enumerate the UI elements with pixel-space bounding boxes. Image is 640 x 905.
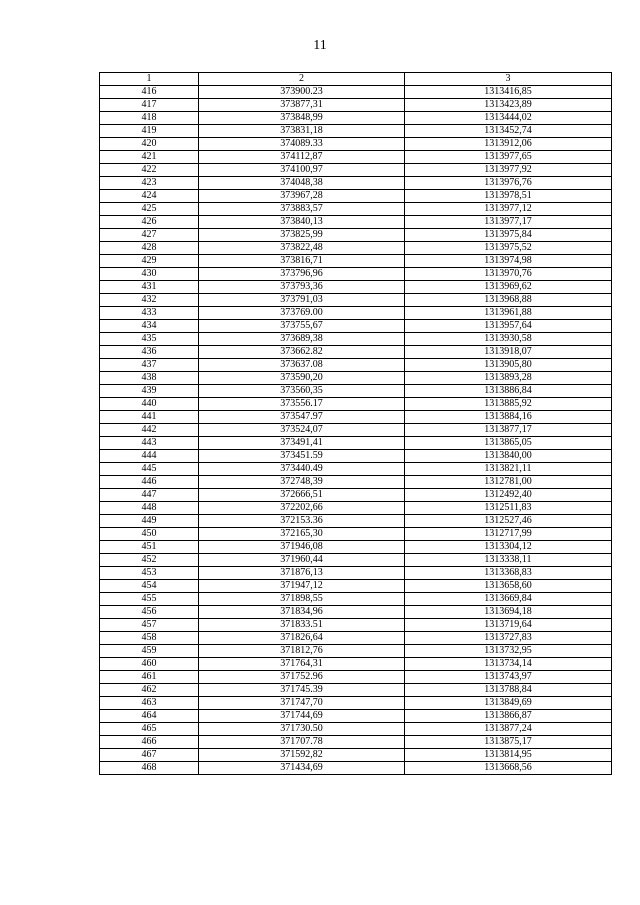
point-number-cell: 421 bbox=[100, 151, 199, 164]
table-row bbox=[100, 125, 612, 138]
table-row bbox=[100, 619, 612, 632]
point-number-cell: 465 bbox=[100, 723, 199, 736]
y-coordinate-cell: 1313912,06 bbox=[405, 138, 612, 151]
table-row bbox=[100, 320, 612, 333]
x-coordinate-cell: 371946,08 bbox=[199, 541, 405, 554]
x-coordinate-cell: 373967,28 bbox=[199, 190, 405, 203]
point-number-cell: 437 bbox=[100, 359, 199, 372]
point-number-cell: 444 bbox=[100, 450, 199, 463]
y-coordinate-cell: 1313977,17 bbox=[405, 216, 612, 229]
y-coordinate-cell: 1313875,17 bbox=[405, 736, 612, 749]
y-coordinate-cell: 1312527,46 bbox=[405, 515, 612, 528]
table-row bbox=[100, 424, 612, 437]
table-row bbox=[100, 450, 612, 463]
x-coordinate-cell: 371592,82 bbox=[199, 749, 405, 762]
y-coordinate-cell: 1313338,11 bbox=[405, 554, 612, 567]
x-coordinate-cell: 373825,99 bbox=[199, 229, 405, 242]
table-row bbox=[100, 242, 612, 255]
point-number-cell: 418 bbox=[100, 112, 199, 125]
x-coordinate-cell: 373793,36 bbox=[199, 281, 405, 294]
y-coordinate-cell: 1313918,07 bbox=[405, 346, 612, 359]
point-number-cell: 425 bbox=[100, 203, 199, 216]
point-number-cell: 464 bbox=[100, 710, 199, 723]
table-row bbox=[100, 255, 612, 268]
y-coordinate-cell: 1313719,64 bbox=[405, 619, 612, 632]
x-coordinate-cell: 373848,99 bbox=[199, 112, 405, 125]
y-coordinate-cell: 1313975,52 bbox=[405, 242, 612, 255]
point-number-cell: 446 bbox=[100, 476, 199, 489]
point-number-cell: 453 bbox=[100, 567, 199, 580]
point-number-cell: 449 bbox=[100, 515, 199, 528]
table-row bbox=[100, 138, 612, 151]
x-coordinate-cell: 371752.96 bbox=[199, 671, 405, 684]
y-coordinate-cell: 1313977,65 bbox=[405, 151, 612, 164]
x-coordinate-cell: 371434,69 bbox=[199, 762, 405, 775]
coordinates-table bbox=[99, 72, 612, 775]
y-coordinate-cell: 1313821,11 bbox=[405, 463, 612, 476]
x-coordinate-cell: 374100,97 bbox=[199, 164, 405, 177]
point-number-cell: 440 bbox=[100, 398, 199, 411]
point-number-cell: 460 bbox=[100, 658, 199, 671]
table-row bbox=[100, 476, 612, 489]
table-row bbox=[100, 593, 612, 606]
x-coordinate-cell: 373791,03 bbox=[199, 294, 405, 307]
table-row bbox=[100, 112, 612, 125]
x-coordinate-cell: 371876,13 bbox=[199, 567, 405, 580]
point-number-cell: 452 bbox=[100, 554, 199, 567]
x-coordinate-cell: 373769.00 bbox=[199, 307, 405, 320]
x-coordinate-cell: 371833.51 bbox=[199, 619, 405, 632]
x-coordinate-cell: 371707.78 bbox=[199, 736, 405, 749]
table-row bbox=[100, 528, 612, 541]
point-number-cell: 442 bbox=[100, 424, 199, 437]
table-row bbox=[100, 658, 612, 671]
y-coordinate-cell: 1313877,24 bbox=[405, 723, 612, 736]
point-number-cell: 419 bbox=[100, 125, 199, 138]
table-row bbox=[100, 489, 612, 502]
point-number-cell: 417 bbox=[100, 99, 199, 112]
x-coordinate-cell: 373689,38 bbox=[199, 333, 405, 346]
x-coordinate-cell: 373840,13 bbox=[199, 216, 405, 229]
page-number: 11 bbox=[313, 38, 327, 53]
x-coordinate-cell: 371730.50 bbox=[199, 723, 405, 736]
x-coordinate-cell: 371898,55 bbox=[199, 593, 405, 606]
x-coordinate-cell: 372153.36 bbox=[199, 515, 405, 528]
point-number-cell: 416 bbox=[100, 86, 199, 99]
y-coordinate-cell: 1313840,00 bbox=[405, 450, 612, 463]
y-coordinate-cell: 1313969,62 bbox=[405, 281, 612, 294]
x-coordinate-cell: 371947,12 bbox=[199, 580, 405, 593]
table-row bbox=[100, 541, 612, 554]
y-coordinate-cell: 1313416,85 bbox=[405, 86, 612, 99]
point-number-cell: 429 bbox=[100, 255, 199, 268]
table-row bbox=[100, 463, 612, 476]
x-coordinate-cell: 371747,70 bbox=[199, 697, 405, 710]
point-number-cell: 457 bbox=[100, 619, 199, 632]
point-number-cell: 438 bbox=[100, 372, 199, 385]
table-row bbox=[100, 749, 612, 762]
x-coordinate-cell: 373900.23 bbox=[199, 86, 405, 99]
x-coordinate-cell: 373883,57 bbox=[199, 203, 405, 216]
x-coordinate-cell: 371745.39 bbox=[199, 684, 405, 697]
table-body bbox=[100, 86, 612, 775]
table-row bbox=[100, 216, 612, 229]
y-coordinate-cell: 1313658,60 bbox=[405, 580, 612, 593]
point-number-cell: 463 bbox=[100, 697, 199, 710]
y-coordinate-cell: 1313727,83 bbox=[405, 632, 612, 645]
point-number-cell: 462 bbox=[100, 684, 199, 697]
point-number-cell: 458 bbox=[100, 632, 199, 645]
y-coordinate-cell: 1313977,12 bbox=[405, 203, 612, 216]
x-coordinate-cell: 371960,44 bbox=[199, 554, 405, 567]
y-coordinate-cell: 1313978,51 bbox=[405, 190, 612, 203]
x-coordinate-cell: 371826,64 bbox=[199, 632, 405, 645]
x-coordinate-cell: 371812,76 bbox=[199, 645, 405, 658]
y-coordinate-cell: 1313974,98 bbox=[405, 255, 612, 268]
y-coordinate-cell: 1313444,02 bbox=[405, 112, 612, 125]
point-number-cell: 459 bbox=[100, 645, 199, 658]
table-row bbox=[100, 359, 612, 372]
point-number-cell: 427 bbox=[100, 229, 199, 242]
x-coordinate-cell: 373440.49 bbox=[199, 463, 405, 476]
point-number-cell: 430 bbox=[100, 268, 199, 281]
point-number-cell: 432 bbox=[100, 294, 199, 307]
table-row bbox=[100, 346, 612, 359]
y-coordinate-cell: 1312781,00 bbox=[405, 476, 612, 489]
table-row bbox=[100, 710, 612, 723]
point-number-cell: 434 bbox=[100, 320, 199, 333]
table-row bbox=[100, 645, 612, 658]
table-row bbox=[100, 190, 612, 203]
table-row bbox=[100, 164, 612, 177]
y-coordinate-cell: 1313866,87 bbox=[405, 710, 612, 723]
table-row bbox=[100, 177, 612, 190]
table-row bbox=[100, 86, 612, 99]
y-coordinate-cell: 1313970,76 bbox=[405, 268, 612, 281]
point-number-cell: 433 bbox=[100, 307, 199, 320]
point-number-cell: 447 bbox=[100, 489, 199, 502]
y-coordinate-cell: 1313814,95 bbox=[405, 749, 612, 762]
table-row bbox=[100, 203, 612, 216]
y-coordinate-cell: 1313788,84 bbox=[405, 684, 612, 697]
point-number-cell: 451 bbox=[100, 541, 199, 554]
table-row bbox=[100, 281, 612, 294]
point-number-cell: 435 bbox=[100, 333, 199, 346]
x-coordinate-cell: 372165,30 bbox=[199, 528, 405, 541]
x-coordinate-cell: 373590,20 bbox=[199, 372, 405, 385]
column-header-1: 1 bbox=[100, 73, 199, 86]
point-number-cell: 455 bbox=[100, 593, 199, 606]
x-coordinate-cell: 373831,18 bbox=[199, 125, 405, 138]
x-coordinate-cell: 373796,96 bbox=[199, 268, 405, 281]
table-row bbox=[100, 398, 612, 411]
x-coordinate-cell: 373877,31 bbox=[199, 99, 405, 112]
x-coordinate-cell: 373524,07 bbox=[199, 424, 405, 437]
y-coordinate-cell: 1313885,92 bbox=[405, 398, 612, 411]
table-row bbox=[100, 437, 612, 450]
point-number-cell: 428 bbox=[100, 242, 199, 255]
point-number-cell: 422 bbox=[100, 164, 199, 177]
x-coordinate-cell: 373816,71 bbox=[199, 255, 405, 268]
y-coordinate-cell: 1313865,05 bbox=[405, 437, 612, 450]
table-row bbox=[100, 606, 612, 619]
table-row bbox=[100, 411, 612, 424]
point-number-cell: 420 bbox=[100, 138, 199, 151]
x-coordinate-cell: 373755,67 bbox=[199, 320, 405, 333]
x-coordinate-cell: 372202,66 bbox=[199, 502, 405, 515]
table-row bbox=[100, 151, 612, 164]
y-coordinate-cell: 1313961,88 bbox=[405, 307, 612, 320]
table-row bbox=[100, 229, 612, 242]
x-coordinate-cell: 374112,87 bbox=[199, 151, 405, 164]
x-coordinate-cell: 373491,41 bbox=[199, 437, 405, 450]
x-coordinate-cell: 371834,96 bbox=[199, 606, 405, 619]
table-row bbox=[100, 99, 612, 112]
x-coordinate-cell: 373547.97 bbox=[199, 411, 405, 424]
point-number-cell: 426 bbox=[100, 216, 199, 229]
point-number-cell: 467 bbox=[100, 749, 199, 762]
point-number-cell: 443 bbox=[100, 437, 199, 450]
point-number-cell: 456 bbox=[100, 606, 199, 619]
table-row bbox=[100, 671, 612, 684]
point-number-cell: 445 bbox=[100, 463, 199, 476]
x-coordinate-cell: 372748,39 bbox=[199, 476, 405, 489]
x-coordinate-cell: 373451.59 bbox=[199, 450, 405, 463]
y-coordinate-cell: 1313975,84 bbox=[405, 229, 612, 242]
y-coordinate-cell: 1313849,69 bbox=[405, 697, 612, 710]
point-number-cell: 424 bbox=[100, 190, 199, 203]
point-number-cell: 468 bbox=[100, 762, 199, 775]
y-coordinate-cell: 1312717,99 bbox=[405, 528, 612, 541]
x-coordinate-cell: 373556.17 bbox=[199, 398, 405, 411]
y-coordinate-cell: 1313452,74 bbox=[405, 125, 612, 138]
point-number-cell: 436 bbox=[100, 346, 199, 359]
table-row bbox=[100, 268, 612, 281]
table-row bbox=[100, 580, 612, 593]
y-coordinate-cell: 1313976,76 bbox=[405, 177, 612, 190]
table-row bbox=[100, 684, 612, 697]
y-coordinate-cell: 1313968,88 bbox=[405, 294, 612, 307]
point-number-cell: 448 bbox=[100, 502, 199, 515]
y-coordinate-cell: 1313694,18 bbox=[405, 606, 612, 619]
x-coordinate-cell: 373637.08 bbox=[199, 359, 405, 372]
column-header-3: 3 bbox=[405, 73, 612, 86]
y-coordinate-cell: 1313304,12 bbox=[405, 541, 612, 554]
y-coordinate-cell: 1313734,14 bbox=[405, 658, 612, 671]
point-number-cell: 466 bbox=[100, 736, 199, 749]
point-number-cell: 450 bbox=[100, 528, 199, 541]
x-coordinate-cell: 371764,31 bbox=[199, 658, 405, 671]
table-row bbox=[100, 723, 612, 736]
x-coordinate-cell: 373822,48 bbox=[199, 242, 405, 255]
y-coordinate-cell: 1313977,92 bbox=[405, 164, 612, 177]
point-number-cell: 423 bbox=[100, 177, 199, 190]
table-row bbox=[100, 294, 612, 307]
x-coordinate-cell: 373662.82 bbox=[199, 346, 405, 359]
table-row bbox=[100, 502, 612, 515]
point-number-cell: 441 bbox=[100, 411, 199, 424]
y-coordinate-cell: 1313368,83 bbox=[405, 567, 612, 580]
table-row bbox=[100, 333, 612, 346]
x-coordinate-cell: 374048,38 bbox=[199, 177, 405, 190]
y-coordinate-cell: 1313669,84 bbox=[405, 593, 612, 606]
y-coordinate-cell: 1313893,28 bbox=[405, 372, 612, 385]
table-row bbox=[100, 697, 612, 710]
x-coordinate-cell: 373560,35 bbox=[199, 385, 405, 398]
y-coordinate-cell: 1313886,84 bbox=[405, 385, 612, 398]
x-coordinate-cell: 374089.33 bbox=[199, 138, 405, 151]
y-coordinate-cell: 1313743,97 bbox=[405, 671, 612, 684]
point-number-cell: 461 bbox=[100, 671, 199, 684]
table-row bbox=[100, 762, 612, 775]
table-row bbox=[100, 554, 612, 567]
column-header-2: 2 bbox=[199, 73, 405, 86]
table-row bbox=[100, 736, 612, 749]
y-coordinate-cell: 1313423,89 bbox=[405, 99, 612, 112]
table-row bbox=[100, 385, 612, 398]
y-coordinate-cell: 1313957,64 bbox=[405, 320, 612, 333]
y-coordinate-cell: 1313905,80 bbox=[405, 359, 612, 372]
x-coordinate-cell: 371744,69 bbox=[199, 710, 405, 723]
y-coordinate-cell: 1312511,83 bbox=[405, 502, 612, 515]
point-number-cell: 431 bbox=[100, 281, 199, 294]
table-header-row bbox=[100, 73, 612, 86]
y-coordinate-cell: 1313884,16 bbox=[405, 411, 612, 424]
point-number-cell: 454 bbox=[100, 580, 199, 593]
y-coordinate-cell: 1313668,56 bbox=[405, 762, 612, 775]
table-row bbox=[100, 515, 612, 528]
table-row bbox=[100, 372, 612, 385]
y-coordinate-cell: 1313732,95 bbox=[405, 645, 612, 658]
point-number-cell: 439 bbox=[100, 385, 199, 398]
x-coordinate-cell: 372666,51 bbox=[199, 489, 405, 502]
y-coordinate-cell: 1313877,17 bbox=[405, 424, 612, 437]
y-coordinate-cell: 1312492,40 bbox=[405, 489, 612, 502]
table-row bbox=[100, 567, 612, 580]
table-row bbox=[100, 307, 612, 320]
table-row bbox=[100, 632, 612, 645]
y-coordinate-cell: 1313930,58 bbox=[405, 333, 612, 346]
